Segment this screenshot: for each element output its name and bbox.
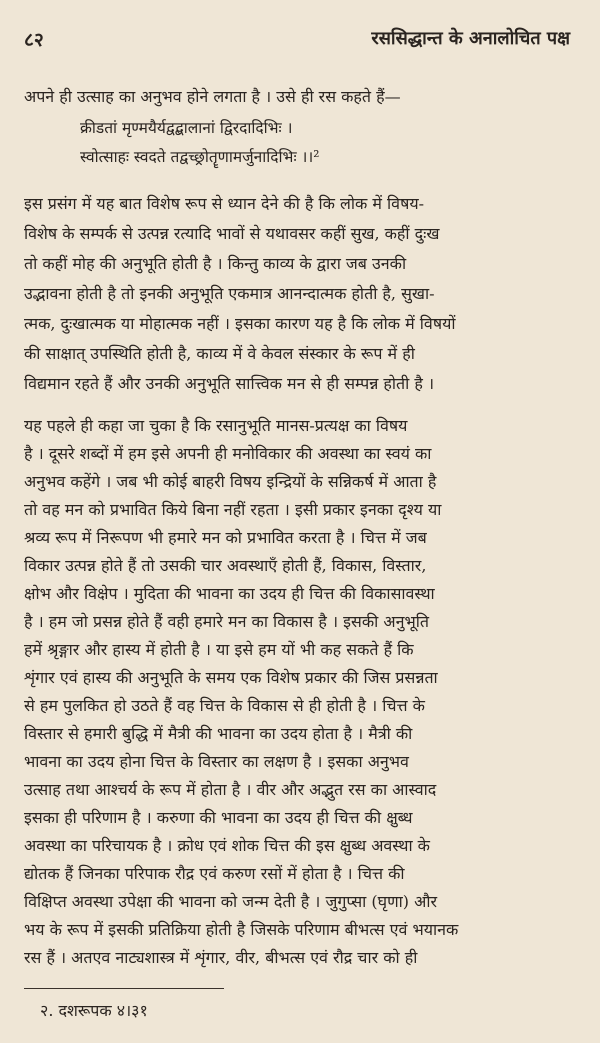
text-line: रस हैं । अतएव नाट्यशास्त्र में शृंगार, वीर, बीभत्स एवं रौद्र चार को ही <box>24 948 418 967</box>
text-line: अवस्था का परिचायक है । क्रोध एवं शोक चित्त की इस क्षुब्ध अवस्था के <box>24 836 430 855</box>
text-line: विस्तार से हमारी बुद्धि में मैत्री की भावना का उदय होता है । मैत्री की <box>24 724 413 743</box>
text-line: उत्साह तथा आश्चर्य के रूप में होता है । वीर और अद्भुत रस का आस्वाद <box>24 780 437 799</box>
page-header <box>0 26 600 54</box>
text-line: उद्भावना होती है तो इनकी अनुभूति एकमात्र आनन्दात्मक होती है, सुखा- <box>24 284 435 303</box>
text-line: इसका ही परिणाम है । करुणा की भावना का उदय ही चित्त की क्षुब्ध <box>24 808 413 827</box>
running-title: रससिद्धान्त के अनालोचित पक्ष <box>371 28 570 49</box>
text-line: अनुभव कहेंगे । जब भी कोई बाहरी विषय इन्द्रियों के सन्निकर्ष में आता है <box>24 472 437 491</box>
text-line: विशेष के सम्पर्क से उत्पन्न रत्यादि भावों से यथावसर कहीं सुख, कहीं दुःख <box>24 224 440 243</box>
text-line: से हम पुलकित हो उठते हैं वह चित्त के विकास से ही होती है । चित्त के <box>24 696 425 715</box>
text-line: है । दूसरे शब्दों में हम इसे अपनी ही मनोविकार की अवस्था का स्वयं का <box>24 444 432 463</box>
text-line: तो कहीं मोह की अनुभूति होती है । किन्तु काव्य के द्वारा जब उनकी <box>24 254 407 273</box>
verse-line: क्रीडतां मृण्मयैर्यद्वद्बालानां द्विरदादिभिः । <box>80 119 293 137</box>
text-line: इस प्रसंग में यह बात विशेष रूप से ध्यान देने की है कि लोक में विषय- <box>24 194 425 213</box>
text-line: क्षोभ और विक्षेप । मुदिता की भावना का उदय ही चित्त की विकासावस्था <box>24 584 435 603</box>
page-number: ८२ <box>24 29 44 51</box>
text-line: भय के रूप में इसकी प्रतिक्रिया होती है जिसके परिणाम बीभत्स एवं भयानक <box>24 920 459 939</box>
text-line: त्मक, दुःखात्मक या मोहात्मक नहीं । इसका कारण यह है कि लोक में विषयों <box>24 314 456 333</box>
footnote: २. दशरूपक ४।३१ <box>40 1001 148 1020</box>
footnote-divider <box>24 988 224 989</box>
text-line: भावना का उदय होना चित्त के विस्तार का लक्षण है । इसका अनुभव <box>24 752 409 771</box>
text-line: शृंगार एवं हास्य की अनुभूति के समय एक विशेष प्रकार की जिस प्रसन्नता <box>24 668 438 687</box>
text-line: हमें श्रृङ्गार और हास्य में होती है । या इसे हम यों भी कह सकते हैं कि <box>24 640 414 659</box>
text-line: यह पहले ही कहा जा चुका है कि रसानुभूति मानस-प्रत्यक्ष का विषय <box>24 416 408 435</box>
text-line: की साक्षात् उपस्थिति होती है, काव्य में वे केवल संस्कार के रूप में ही <box>24 344 415 363</box>
text-line: तो वह मन को प्रभावित किये बिना नहीं रहता । इसी प्रकार इनका दृश्य या <box>24 500 442 519</box>
text-line: विकार उत्पन्न होते हैं तो उसकी चार अवस्थाएँ होती हैं, विकास, विस्तार, <box>24 556 427 575</box>
text-line: विद्यमान रहते हैं और उनकी अनुभूति सात्त्विक मन से ही सम्पन्न होती है । <box>24 374 435 393</box>
text-line: है । हम जो प्रसन्न होते हैं वही हमारे मन का विकास है । इसकी अनुभूति <box>24 612 429 631</box>
text-line: विक्षिप्त अवस्था उपेक्षा की भावना को जन्म देती है । जुगुप्सा (घृणा) और <box>24 892 438 911</box>
intro-line: अपने ही उत्साह का अनुभव होने लगता है । उसे ही रस कहते हैं— <box>24 87 401 106</box>
text-line: द्योतक हैं जिनका परिपाक रौद्र एवं करुण रसों में होता है । चित्त की <box>24 864 405 883</box>
text-line: श्रव्य रूप में निरूपण भी हमारे मन को प्रभावित करता है । चित्त में जब <box>24 528 427 547</box>
verse-line: स्वोत्साहः स्वदते तद्वच्छ्रोतॄणामर्जुनादिभिः ।।² <box>80 148 320 166</box>
